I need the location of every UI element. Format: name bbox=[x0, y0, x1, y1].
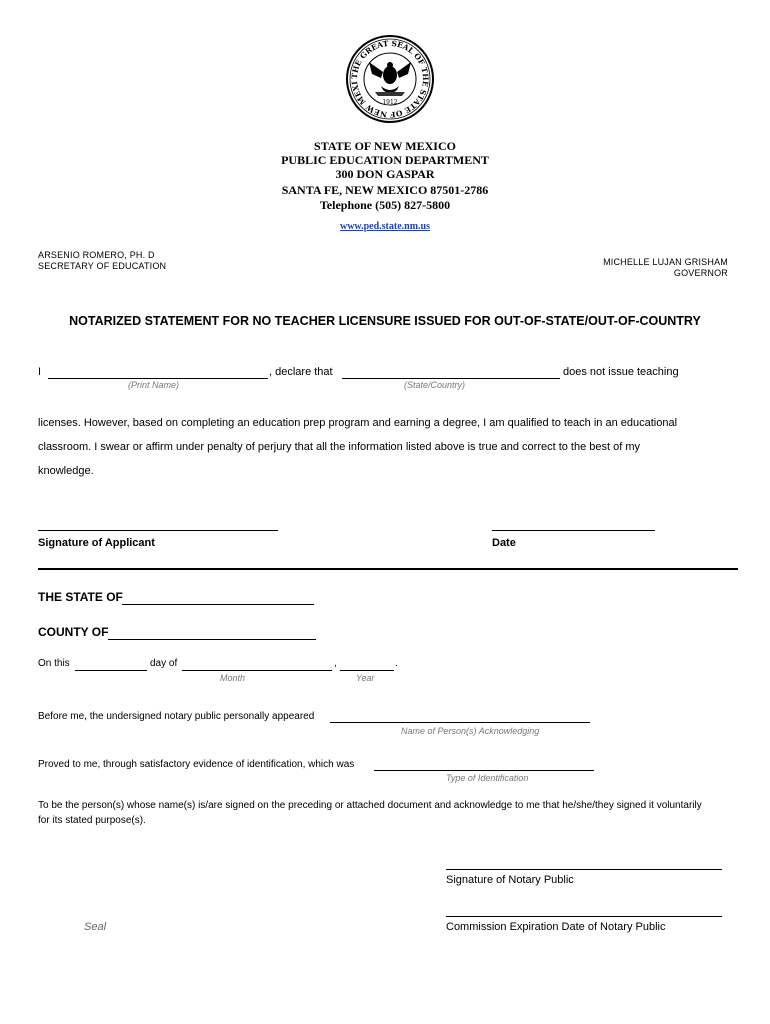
seal-label: Seal bbox=[84, 921, 107, 933]
state-of-field[interactable] bbox=[122, 604, 314, 605]
print-name-caption: (Print Name) bbox=[128, 380, 180, 390]
print-name-field[interactable] bbox=[48, 378, 268, 379]
before-me-text: Before me, the undersigned notary public personally appeared bbox=[38, 711, 315, 722]
header-state: STATE OF NEW MEXICO bbox=[314, 139, 456, 153]
signature-of-applicant-label: Signature of Applicant bbox=[38, 537, 155, 549]
applicant-date-field[interactable] bbox=[492, 530, 655, 531]
commission-expiration-field[interactable] bbox=[446, 916, 722, 917]
state-seal bbox=[345, 34, 435, 124]
governor-title: GOVERNOR bbox=[673, 268, 728, 278]
notary-signature-field[interactable] bbox=[446, 869, 722, 870]
section-divider bbox=[38, 568, 738, 570]
paragraph-line-1: licenses. However, based on completing an education prep program and earning a degree, I am qualified to teach in an educational bbox=[38, 417, 678, 429]
county-of-label: COUNTY OF bbox=[38, 625, 109, 639]
governor-name: MICHELLE LUJAN GRISHAM bbox=[603, 257, 728, 267]
day-field[interactable] bbox=[75, 670, 147, 671]
paragraph-line-3: knowledge. bbox=[38, 465, 94, 477]
date-label: Date bbox=[492, 537, 516, 549]
seal-ring-text: THE GREAT SEAL OF THE STATE OF NEW MEXI bbox=[349, 38, 431, 120]
person-statement-line-1: To be the person(s) whose name(s) is/are signed on the preceding or attached document and acknowledge to me that he/she/they signed it voluntarily bbox=[38, 800, 702, 811]
header-department: PUBLIC EDUCATION DEPARTMENT bbox=[281, 153, 489, 167]
state-of-label: THE STATE OF bbox=[38, 590, 123, 604]
county-of-field[interactable] bbox=[108, 639, 316, 640]
secretary-name: ARSENIO ROMERO, PH. D bbox=[38, 250, 155, 260]
applicant-signature-field[interactable] bbox=[38, 530, 278, 531]
identification-field[interactable] bbox=[374, 770, 594, 771]
header-telephone: Telephone (505) 827-5800 bbox=[319, 198, 451, 212]
name-acknowledging-caption: Name of Person(s) Acknowledging bbox=[401, 726, 540, 736]
proved-text: Proved to me, through satisfactory evidence of identification, which was bbox=[38, 759, 355, 770]
year-caption: Year bbox=[356, 673, 375, 683]
declare-i: I bbox=[38, 366, 42, 378]
person-acknowledging-field[interactable] bbox=[330, 722, 590, 723]
paragraph-line-2: classroom. I swear or affirm under penalty of perjury that all the information listed above is true and correct to the best of my bbox=[38, 441, 641, 453]
person-statement-line-2: for its stated purpose(s). bbox=[38, 815, 146, 826]
on-this-label: On this bbox=[38, 658, 70, 669]
does-not-issue: does not issue teaching bbox=[563, 366, 679, 378]
secretary-title: SECRETARY OF EDUCATION bbox=[38, 261, 167, 271]
state-country-field[interactable] bbox=[342, 378, 560, 379]
notary-signature-label: Signature of Notary Public bbox=[446, 874, 574, 886]
month-field[interactable] bbox=[182, 670, 332, 671]
period-separator: . bbox=[395, 658, 398, 669]
commission-expiration-label: Commission Expiration Date of Notary Public bbox=[446, 921, 666, 933]
declare-that: , declare that bbox=[269, 366, 333, 378]
year-field[interactable] bbox=[340, 670, 394, 671]
comma-separator: , bbox=[334, 658, 337, 669]
identification-caption: Type of Identification bbox=[446, 773, 529, 783]
seal-icon bbox=[345, 34, 435, 124]
document-title: NOTARIZED STATEMENT FOR NO TEACHER LICENSURE ISSUED FOR OUT-OF-STATE/OUT-OF-COUNTRY bbox=[69, 314, 701, 328]
month-caption: Month bbox=[220, 673, 246, 683]
seal-year: 1912 bbox=[382, 99, 398, 106]
header-city: SANTA FE, NEW MEXICO 87501-2786 bbox=[281, 183, 489, 197]
state-country-caption: (State/Country) bbox=[404, 380, 466, 390]
day-of-label: day of bbox=[150, 658, 178, 669]
header-street: 300 DON GASPAR bbox=[335, 167, 435, 181]
website-link[interactable]: www.ped.state.nm.us bbox=[339, 221, 430, 232]
